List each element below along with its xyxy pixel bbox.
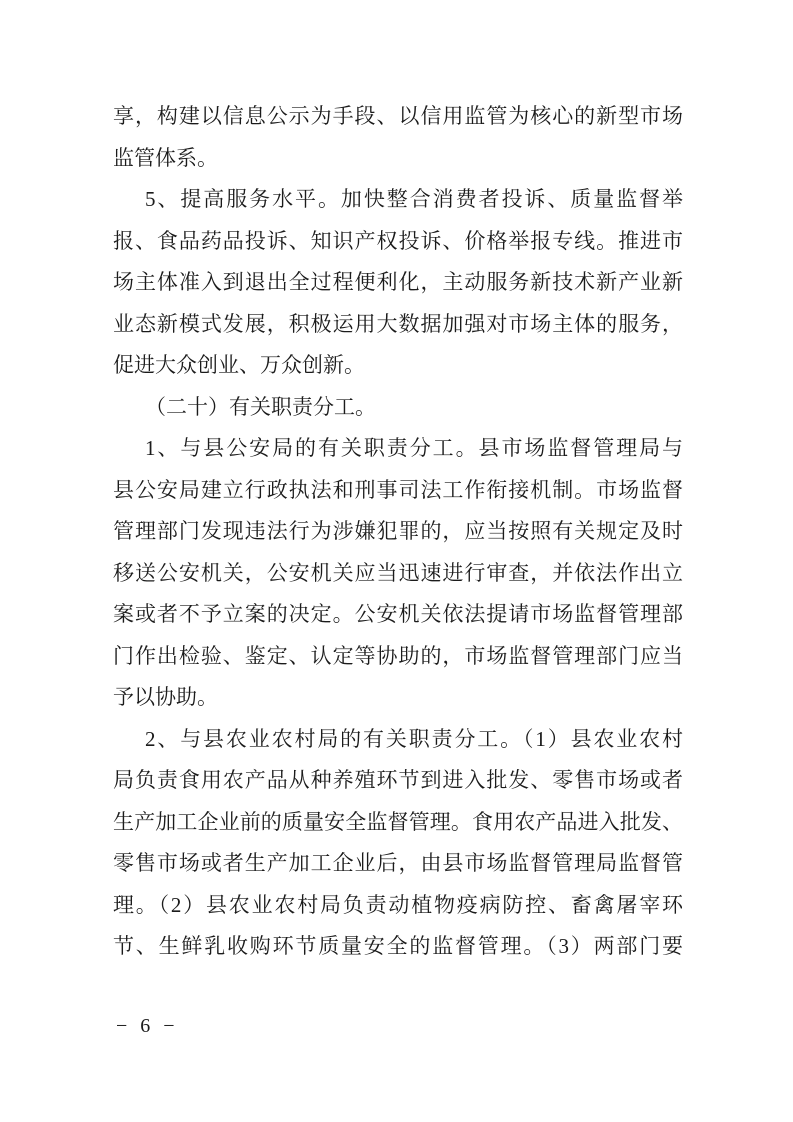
document-line: 报、食品药品投诉、知识产权投诉、价格举报专线。推进市 [113, 228, 683, 253]
document-line: 5、提高服务水平。加快整合消费者投诉、质量监督举 [145, 187, 683, 211]
document-line: 1、与县公安局的有关职责分工。县市场监督管理局与 [145, 436, 683, 460]
document-line: 2、与县农业农村局的有关职责分工。（1）县农业农村 [145, 726, 683, 751]
document-line: 县公安局建立行政执法和刑事司法工作衔接机制。市场监督 [113, 477, 683, 502]
document-line: 案或者不予立案的决定。公安机关依法提请市场监督管理部 [113, 602, 683, 626]
document-line: 管理部门发现违法行为涉嫌犯罪的，应当按照有关规定及时 [113, 519, 683, 543]
document-line: 节、生鲜乳收购环节质量安全的监督管理。（3）两部门要 [113, 934, 683, 958]
document-line: 监管体系。 [113, 145, 218, 170]
document-line: 场主体准入到退出全过程便利化，主动服务新技术新产业新 [113, 270, 683, 294]
document-line: 门作出检验、鉴定、认定等协助的，市场监督管理部门应当 [113, 643, 683, 668]
page-number: − 6 − [116, 1015, 179, 1037]
document-line: 零售市场或者生产加工企业后，由县市场监督管理局监督管 [113, 851, 683, 875]
document-line: （二十）有关职责分工。 [145, 394, 376, 419]
document-line: 业态新模式发展，积极运用大数据加强对市场主体的服务， [113, 311, 683, 336]
document-line: 享，构建以信息公示为手段、以信用监管为核心的新型市场 [113, 104, 683, 128]
document-line: 移送公安机关，公安机关应当迅速进行审查，并依法作出立 [113, 560, 683, 585]
document-body [113, 96, 683, 968]
document-line: 生产加工企业前的质量安全监督管理。食用农产品进入批发、 [113, 809, 683, 834]
document-line: 促进大众创业、万众创新。 [113, 353, 365, 377]
document-line: 予以协助。 [113, 685, 218, 709]
document-line: 理。（2）县农业农村局负责动植物疫病防控、畜禽屠宰环 [113, 892, 683, 917]
document-line: 局负责食用农产品从种养殖环节到进入批发、零售市场或者 [113, 768, 683, 792]
